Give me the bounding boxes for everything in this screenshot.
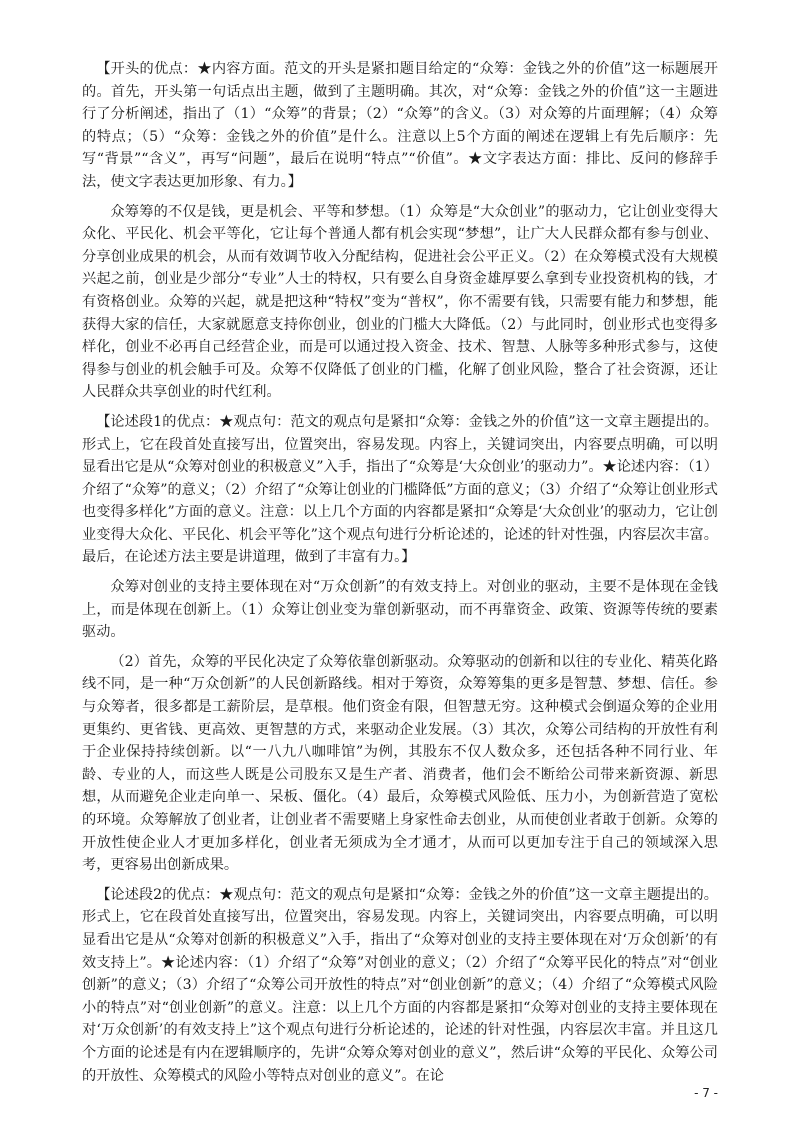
comment-argument-1-analysis: 【论述段1的优点：★观点句：范文的观点句是紧扣“众筹：金钱之外的价值”这一文章主题提出的。形式上，它在段首处直接写出，位置突出，容易发现。内容上，关键词突出，内容要点明确，可以明显看出它是从“众筹对创业的积极意义”入手，指出了“众筹是‘大众创业’的驱动力”。★论述内容：（1）介绍了“众筹”的意义；（2）介绍了“众筹让创业的门槛降低”方面的意义；（3）介绍了“众筹让创业形式也变得多样化”方面的意义。注意：以上几个方面的内容都是紧扣“众筹是‘大众创业’的驱动力，它让创业变得大众化、平民化、机会平等化”这个观点句进行分析论述的，论述的针对性强，内容层次丰富。最后，在论述方法主要是讲道理，做到了丰富有力。】 (82, 413, 718, 566)
comment-argument-2-analysis: 【论述段2的优点：★观点句：范文的观点句是紧扣“众筹：金钱之外的价值”这一文章主题提出的。形式上，它在段首处直接写出，位置突出，容易发现。内容上，关键词突出，内容要点明确，可以明显看出它是从“众筹对创新的积极意义”入手，指出了“众筹对创业的支持主要体现在对‘万众创新’的有效支持上”。★论述内容：（1）介绍了“众筹”对创业的意义；（2）介绍了“众筹平民化的特点”对“创业创新”的意义；（3）介绍了“众筹公司开放性的特点”对“创业创新”的意义；（4）介绍了“众筹模式风险小的特点”对“创业创新”的意义。注意：以上几个方面的内容都是紧扣“众筹对创业的支持主要体现在对‘万众创新’的有效支持上”这个观点句进行分析论述的，论述的针对性强，内容层次丰富。并且这几个方面的论述是有内在逻辑顺序的，先讲“众筹众筹对创业的意义”，然后讲“众筹的平民化、众筹公司的开放性、众筹模式的风险小等特点对创业的意义”。在论 (82, 886, 718, 1084)
document-body (82, 58, 718, 1094)
page-number: - 7 - (694, 1086, 718, 1100)
comment-opening-analysis: 【开头的优点：★内容方面。范文的开头是紧扣题目给定的“众筹：金钱之外的价值”这一标题展开的。首先，开头第一句话点出主题，做到了主题明确。其次，对“众筹：金钱之外的价值”这一主题进行了分析阐述，指出了（1）“众筹”的背景；（2）“众筹”的含义。（3）对众筹的片面理解；（4）众筹的特点；（5）“众筹：金钱之外的价值”是什么。注意以上5个方面的阐述在逻辑上有先后顺序：先写“背景”“含义”，再写“问题”，最后在说明“特点”“价值”。★文字表达方面：排比、反问的修辞手法，使文字表达更加形象、有力。】 (82, 61, 718, 190)
body-paragraph-crowdfunding-opportunity: 众筹筹的不仅是钱，更是机会、平等和梦想。（1）众筹是“大众创业”的驱动力，它让创业变得大众化、平民化、机会平等化，它让每个普通人都有机会实现“梦想”，让广大人民群众都有参与创业、分享创业成果的机会，从而有效调节收入分配结构，促进社会公平正义。（2）在众筹模式没有大规模兴起之前，创业是少部分“专业”人士的特权，只有要么自身资金雄厚要么拿到专业投资机构的钱，才有资格创业。众筹的兴起，就是把这种“特权”变为“普权”，你不需要有钱，只需要有能力和梦想，能获得大家的信任，大家就愿意支持你创业，创业的门槛大大降低。（2）与此同时，创业形式也变得多样化，创业不必再自己经营企业，而是可以通过投入资金、技术、智慧、人脉等多种形式参与，这使得参与创业的机会触手可及。众筹不仅降低了创业的门槛，化解了创业风险，整合了社会资源，还让人民群众共享创业的时代红利。 (82, 203, 718, 401)
body-paragraph-innovation-details: （2）首先，众筹的平民化决定了众筹依靠创新驱动。众筹驱动的创新和以往的专业化、精英化路线不同，是一种“万众创新”的人民创新路线。相对于筹资，众筹筹集的更多是智慧、梦想、信任。参与众筹者，很多都是工薪阶层，是草根。他们资金有限，但智慧无穷。这种模式会倒逼众筹的企业用更集约、更省钱、更高效、更智慧的方式，来驱动企业发展。（3）其次，众筹公司结构的开放性有利于企业保持持续创新。以“一八九八咖啡馆”为例，其股东不仅人数众多，还包括各种不同行业、年龄、专业的人，而这些人既是公司股东又是生产者、消费者，他们会不断给公司带来新资源、新思想，从而避免企业走向单一、呆板、僵化。（4）最后，众筹模式风险低、压力小，为创新营造了宽松的环境。众筹解放了创业者，让创业者不需要赌上身家性命去创业，从而使创业者敢于创新。众筹的开放性使企业人才更加多样化，创业者无须成为全才通才，从而可以更加专注于自己的领域深入思考，更容易出创新成果。 (82, 653, 718, 874)
body-paragraph-innovation-support: 众筹对创业的支持主要体现在对“万众创新”的有效支持上。对创业的驱动，主要不是体现在金钱上，而是体现在创新上。（1）众筹让创业变为靠创新驱动，而不再靠资金、政策、资源等传统的要素驱动。 (82, 579, 718, 641)
